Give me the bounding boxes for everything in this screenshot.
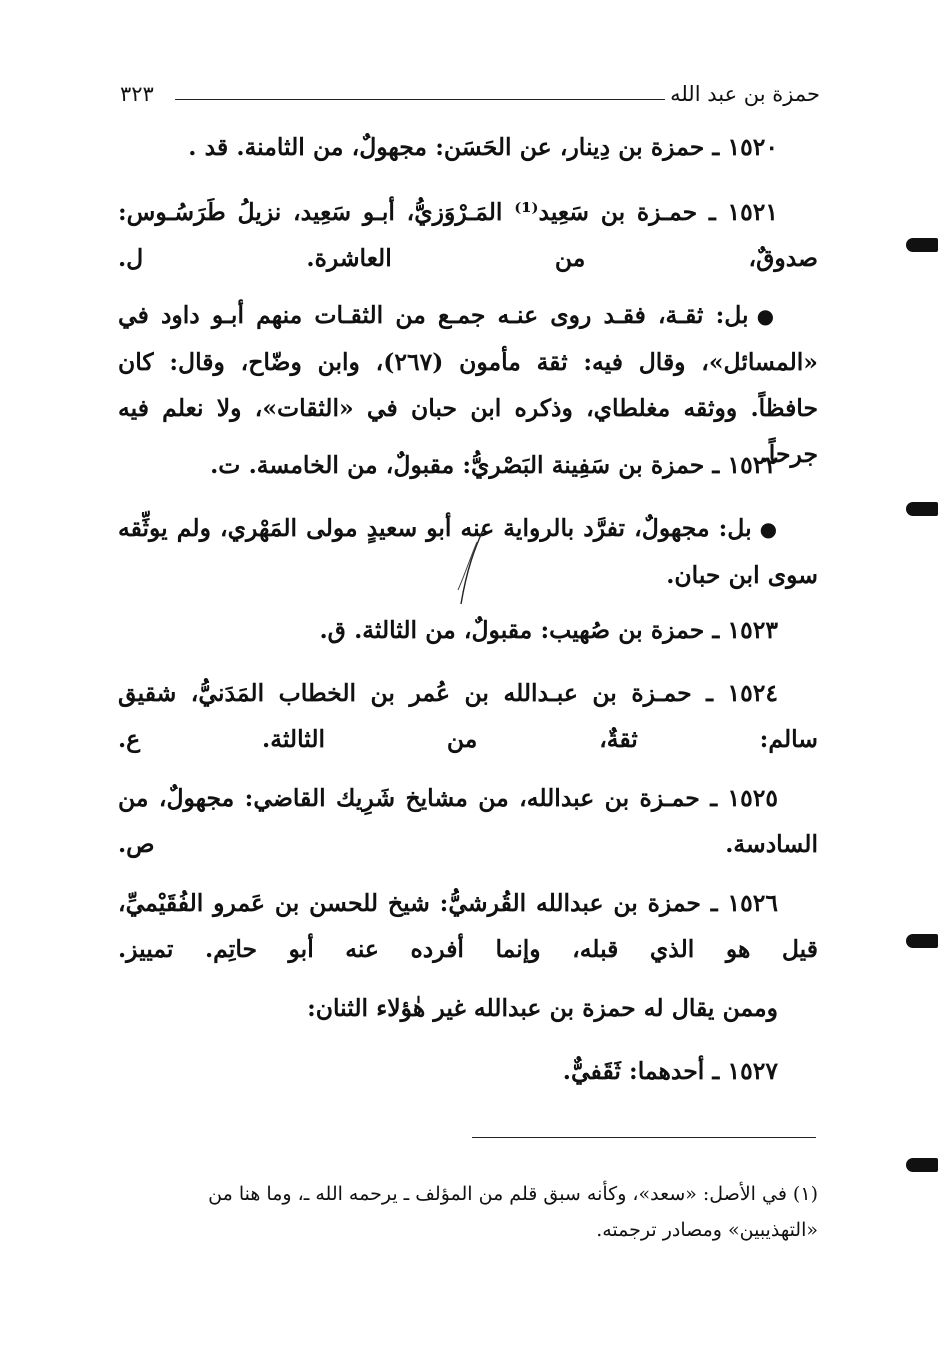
entry-1527 [118, 1048, 818, 1094]
subheading-others [118, 985, 818, 1031]
entry-1526-text: ١٥٢٦ ـ حمزة بن عبدالله القُرشيُّ: شيخ للحسن بن عَمرو الفُقَيْميِّ، قيل هو الذي قبله، وإنما أفرده عنه أبو حاتِم. تمييز. [118, 889, 818, 963]
margin-tab-mark [906, 934, 938, 948]
entry-1522-text: ١٥٢٢ ـ حمزة بن سَفِينة البَصْريُّ: مقبولٌ، من الخامسة. ت. [210, 451, 778, 479]
entry-1524 [118, 670, 818, 762]
entry-1520 [118, 124, 818, 170]
header-title: حمزة بن عبد الله [670, 82, 820, 106]
entry-1524-text: ١٥٢٤ ـ حمـزة بن عبـدالله بن عُمر بن الخطاب المَدَنيُّ، شقيق سالم: ثقةٌ، من الثالثة. ع. [118, 679, 818, 753]
entry-1523 [118, 607, 818, 653]
bullet-icon: ● [759, 517, 779, 541]
editor-note-1522-text: بل: مجهولٌ، تفرَّد بالرواية عنه أبو سعيدٍ مولى المَهْري، ولم يوثِّقه سوى ابن حبان. [118, 514, 818, 589]
editor-note-1521-text: بل: ثقـة، فقـد روى عنـه جمـع من الثقـات منهم أبـو داود في «المسائل»، وقال فيه: ثقة مأمون (٢٦٧)، وابن وضّاح، وقال: كان حافظاً. ووثقه مغلطاي، وذكره ابن حبان في «الثقات»، ولا نعلم فيه جرحاً. [118, 301, 818, 468]
footnote-text: (١) في الأصل: «سعد»، وكأنه سبق قلم من المؤلف ـ يرحمه الله ـ، وما هنا من «التهذيبين» ومصادر ترجمته. [208, 1183, 818, 1241]
page-number: ٣٢٣ [120, 82, 154, 106]
entry-1523-text: ١٥٢٣ ـ حمزة بن صُهيب: مقبولٌ، من الثالثة. ق. [319, 616, 778, 644]
margin-tab-mark [906, 238, 938, 252]
subheading-others-text: وممن يقال له حمزة بن عبدالله غير هٰؤلاء الثنان: [307, 994, 778, 1022]
entry-1527-text: ١٥٢٧ ـ أحدهما: ثَقَفيٌّ. [562, 1057, 778, 1085]
handwritten-pen-mark [455, 528, 485, 608]
margin-tab-mark [906, 502, 938, 516]
entry-1526 [118, 880, 818, 972]
bullet-icon: ● [756, 304, 779, 328]
entry-1525 [118, 775, 818, 867]
entry-1520-text: ١٥٢٠ ـ حمزة بن دِينار، عن الحَسَن: مجهولٌ، من الثامنة. قد . [188, 133, 778, 161]
entry-1521 [118, 189, 818, 281]
running-header [120, 82, 820, 112]
entry-1522 [118, 442, 818, 488]
footnote-divider [472, 1137, 816, 1138]
entry-1521-text: ١٥٢١ ـ حمـزة بن سَعِيد⁽¹⁾ المَـرْوَزيُّ، أبـو سَعِيد، نزيلُ طَرَسُـوس: صدوقٌ، من العاشرة. ل. [118, 198, 818, 272]
footnote [118, 1176, 818, 1248]
header-rule [175, 99, 665, 100]
margin-tab-mark [906, 1158, 938, 1172]
entry-1525-text: ١٥٢٥ ـ حمـزة بن عبدالله، من مشايخ شَرِيك القاضي: مجهولٌ، من السادسة. ص. [118, 784, 818, 858]
